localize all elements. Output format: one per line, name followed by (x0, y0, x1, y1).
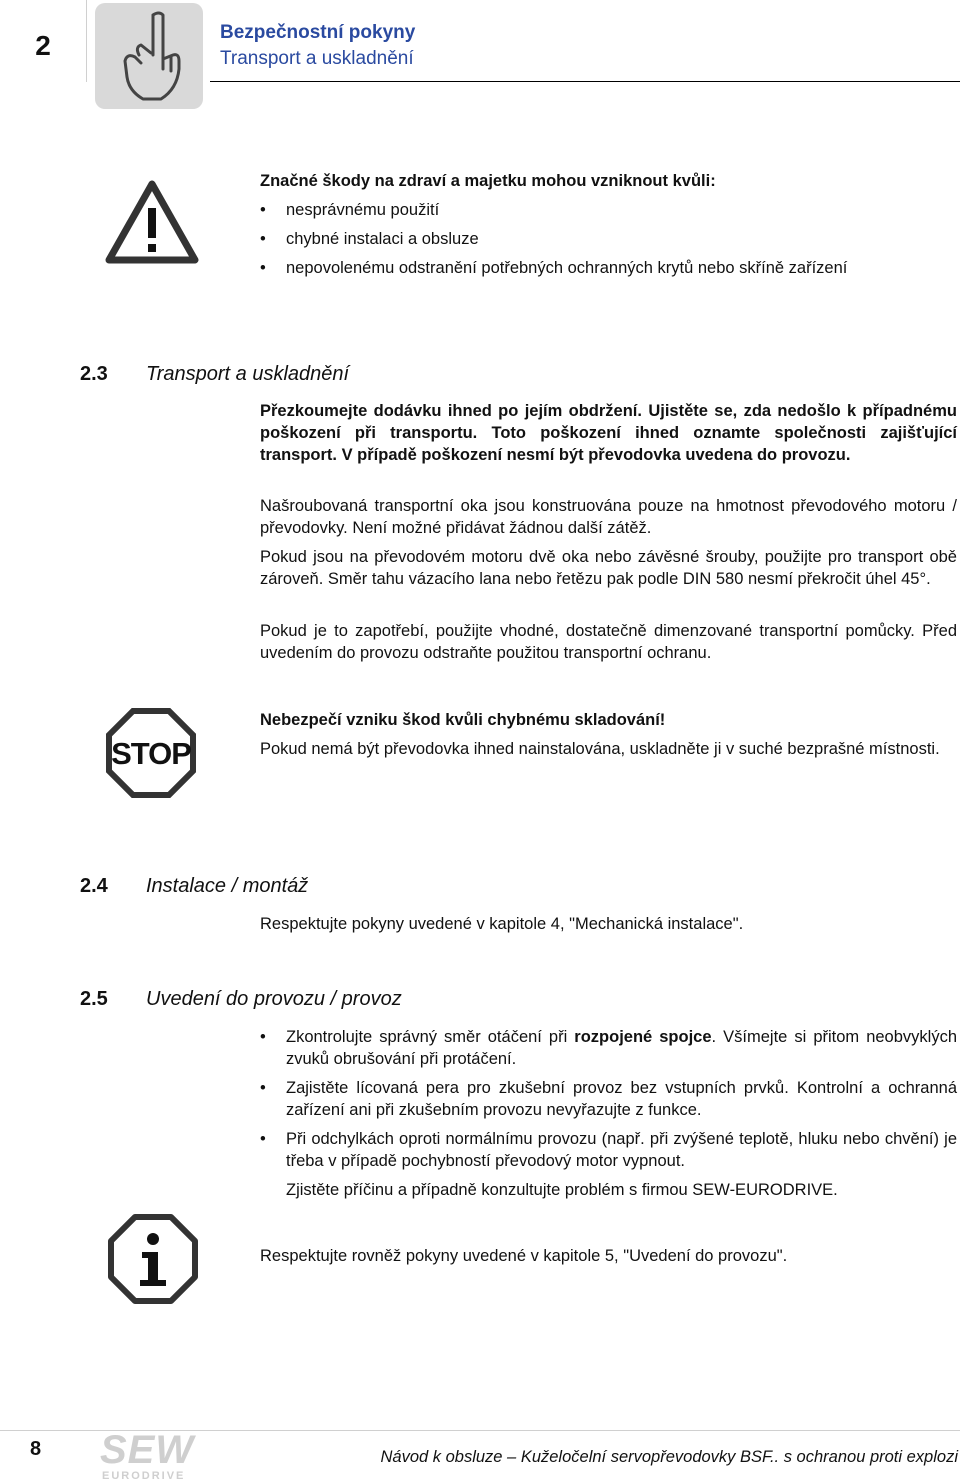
section-heading-2-4: 2.4 Instalace / montáž (80, 875, 309, 897)
svg-text:STOP: STOP (111, 736, 191, 771)
transport-paragraph-3: Pokud je to zapotřebí, použijte vhodné, dostatečně dimenzované transportní pomůcky. Před uvedením do provozu odstraňte použitou transportní ochranu. (260, 622, 957, 662)
header-subtitle: Transport a uskladnění (220, 48, 414, 69)
chapter-number: 2 (35, 30, 51, 61)
header-title: Bezpečnostní pokyny (220, 22, 416, 43)
info-icon (108, 1214, 198, 1309)
info-text: Respektujte rovněž pokyny uvedené v kapitole 5, "Uvedení do provozu". (260, 1247, 788, 1265)
transport-paragraph-2: Pokud jsou na převodovém motoru dvě oka nebo závěsné šrouby, použijte pro transport obě zároveň. Směr tahu vázacího lana nebo řetězu pak podle DIN 580 nesmí překročit úhel 45°. (260, 548, 957, 588)
list-item: • chybné instalaci a obsluze (260, 230, 479, 248)
installation-text: Respektujte pokyny uvedené v kapitole 4, "Mechanická instalace". (260, 915, 744, 933)
section-heading-2-5: 2.5 Uvedení do provozu / provoz (80, 988, 402, 1010)
pointing-hand-icon (95, 3, 203, 109)
header-rule (210, 81, 960, 82)
header-divider (86, 0, 87, 82)
warning-triangle-icon (103, 178, 201, 271)
transport-bold-paragraph: Přezkoumejte dodávku ihned po jejím obdržení. Ujistěte se, zda nedošlo k případnému poškození při transportu. Toto poškození ihned oznamte společnosti zajišťující transport. V případě poškození nesmí být převodovka uvedena do provozu. (260, 402, 957, 464)
list-item: • nesprávnému použití (260, 201, 440, 219)
page-number: 8 (30, 1438, 42, 1460)
list-item-followup: Zjistěte příčinu a případně konzultujte problém s firmou SEW-EURODRIVE. (286, 1181, 838, 1199)
sew-eurodrive-logo: SEW EURODRIVE (100, 1428, 195, 1482)
operation-list (260, 1026, 957, 1201)
stop-heading: Nebezpečí vzniku škod kvůli chybnému skladování! (260, 711, 666, 729)
warning-list (260, 199, 950, 279)
list-item: • Zkontrolujte správný směr otáčení při rozpojené spojce. Všímejte si přitom neobvyklých zvuků obrušování při protáčení. (260, 1028, 958, 1068)
document-title: Návod k obsluze – Kuželočelní servopřevodovky BSF.. s ochranou proti explozi (380, 1448, 958, 1466)
stop-text: Pokud nemá být převodovka ihned nainstalována, uskladněte ji v suché bezprašné místnosti. (260, 740, 940, 758)
section-heading-2-3: 2.3 Transport a uskladnění (80, 363, 350, 385)
list-item: • Zajistěte lícovaná pera pro zkušební provoz bez vstupních prvků. Kontrolní a ochranná zařízení ani při zkušebním provozu nevyřazujte z funkce. (260, 1079, 957, 1119)
transport-paragraph-1: Našroubovaná transportní oka jsou konstruována pouze na hmotnost převodového motoru / převodovky. Není možné přidávat žádnou další zátěž. (260, 497, 957, 537)
stop-sign-icon (106, 708, 196, 803)
warning-heading: Značné škody na zdraví a majetku mohou vzniknout kvůli: (260, 172, 716, 190)
list-item: • Při odchylkách oproti normálnímu provozu (např. při zvýšené teplotě, hluku nebo chvění) je třeba v případě pochybností převodový motor vypnout. (260, 1130, 957, 1170)
list-item: • nepovolenému odstranění potřebných ochranných krytů nebo skříně zařízení (260, 259, 848, 277)
